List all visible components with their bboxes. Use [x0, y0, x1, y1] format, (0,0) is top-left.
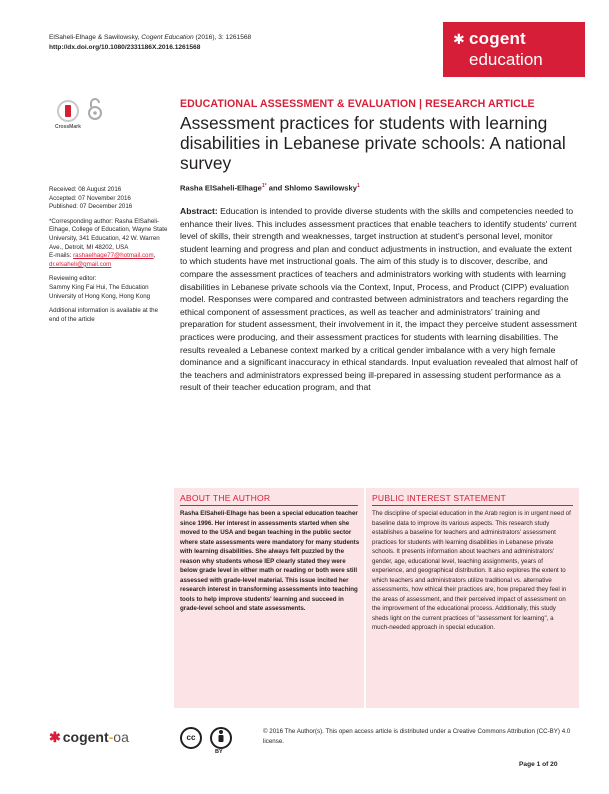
logo-dash: - [108, 729, 114, 745]
public-interest-text: The discipline of special education in the Arab region is in urgent need of baseline data to improve its various aspects. This research study establishes a baseline for teachers and administrators' assessment practices for students with learning disabilities in Lebanese private schools. It presents information about teachers and administrators' gender, age, educational level, teaching assignments, years of experience, and geographical distribution. It also explores the extent to which teachers and administrators utilize traditional vs. alternative assessments, how ethical their practices are, how prepared they feel in the areas of assessment, and their perceived impact of assessment on the improvement of the educational process. Additionally, this study sheds light on the current practices of "assessment for learning", a much-needed approach in special education. [372, 510, 571, 631]
brand-word-cogent: cogent [469, 29, 526, 48]
open-lock-icon [88, 98, 102, 126]
article-section-heading: EDUCATIONAL ASSESSMENT & EVALUATION | RESEARCH ARTICLE [180, 98, 535, 110]
crossmark-icon[interactable] [57, 100, 79, 122]
citation-authors: ElSaheli-Elhage & Sawilowsky, [49, 34, 142, 41]
author-1[interactable]: Rasha ElSaheli-Elhage [180, 183, 262, 193]
citation-line [49, 33, 251, 43]
creative-commons-icon[interactable]: cc [180, 727, 202, 749]
author-2-affiliation-mark: 1 [356, 183, 360, 189]
email-link-2[interactable]: dr.elsaheli@gmail.com [49, 260, 112, 268]
brand-word-education: education [469, 50, 543, 69]
author-list [180, 183, 360, 193]
received-date: Received: 08 August 2016 [49, 186, 122, 193]
abstract-text: Education is intended to provide diverse students with the skills and competencies needed to enhance their lives. This includes assessment practices that enable teachers to identify students' current level of skills, their strength and weaknesses, target instruction at student's personal level, monitor student learning and progress and plan and conduct adjustments in instruction, and evaluate the extent to which students have met instructional goals. The aim of this study is to discover, describe, and compare the assessment practices of teachers and administrators working with students with learning disabilities in Lebanese private schools via the Context, Input, Process, and Product (CIPP) evaluation model. Responses were compared and contrasted between administrators and teachers regarding the ethical component of assessment practices, as well as teacher and administrators' training and preparation for student assessment, their involvement in it, the impact they perceive student assessment practices were producing, and their assessment practices for students with learning disabilities. The results revealed a Lebanese context marked by a critical gender imbalance with a very high female dominance and a significant inaccuracy in ethical standards. Input evaluation revealed that almost half of the teachers and administrators expressed being ill-prepared in assessing student performance as a result of their teacher education program, and that [180, 206, 578, 393]
logo-oa: oa [113, 729, 129, 745]
author-conjunction: and [266, 183, 285, 193]
article-title: Assessment practices for students with learning disabilities in Lebanese private schools: A national survey [180, 113, 566, 173]
abstract [180, 205, 578, 394]
about-the-author-heading: ABOUT THE AUTHOR [180, 493, 271, 503]
about-the-author-box [174, 488, 364, 708]
cogent-oa-logo[interactable] [49, 729, 129, 746]
crossmark-label: CrossMark [55, 124, 81, 130]
about-the-author-text: Rasha ElSaheli-Elhage has been a special education teacher since 1996. Her interest in assessments started when she moved to the USA and began teaching in the public sector where state assessments were mandatory for many students with learning disabilities. She always felt puzzled by the reason why students whose IEP clearly stated they were below grade level in either math or reading or both were still assessed with grade-level material. This issue incited her research interest in transforming assessments into teaching tools to help improve students' learning and succeed in grade-level school and state assessments. [180, 510, 360, 612]
doi-link[interactable]: http://dx.doi.org/10.1080/2331186X.2016.1261568 [49, 44, 201, 51]
accepted-date: Accepted: 07 November 2016 [49, 194, 131, 202]
author-2[interactable]: Shlomo Sawilowsky [284, 183, 357, 193]
licence-statement: © 2016 The Author(s). This open access article is distributed under a Creative Commons Attribution (CC-BY) 4.0 license. [263, 728, 571, 745]
journal-brand-logo[interactable] [443, 22, 585, 77]
abstract-label: Abstract: [180, 206, 218, 216]
page-number: Page 1 of 20 [519, 761, 558, 768]
heading-divider [180, 505, 358, 506]
published-date: Published: 07 December 2016 [49, 203, 133, 211]
author-1-affiliation-mark: 1* [261, 183, 267, 189]
logo-word: cogent [62, 729, 109, 745]
additional-info-note: Additional information is available at the end of the article [49, 307, 159, 323]
cogent-star-icon: ✱ [49, 729, 61, 745]
attribution-label: BY [215, 749, 223, 755]
email-link-1[interactable]: rashaelhage77@hotmail.com [73, 252, 154, 260]
citation-volume: (2016), 3: 1261568 [193, 34, 252, 41]
email-separator: , [153, 252, 156, 260]
article-metadata-sidebar [49, 186, 169, 330]
email-label: E-mails: [49, 252, 74, 260]
cogent-star-icon: ✱ [453, 31, 465, 47]
reviewing-editor: Sammy King Fai Hui, The Education University of Hong Kong, Hong Kong [49, 283, 151, 300]
corresponding-author: *Corresponding author: Rasha ElSaheli-Elhage, College of Education, Wayne State University, 341 Education, 42 W. Warren Ave., Detroit, MI 48202, USA [49, 217, 168, 251]
heading-divider [372, 505, 573, 506]
public-interest-heading: PUBLIC INTEREST STATEMENT [372, 493, 506, 503]
reviewing-editor-label: Reviewing editor: [49, 275, 97, 283]
citation-journal: Cogent Education [141, 34, 194, 41]
attribution-person-icon[interactable] [210, 727, 232, 749]
public-interest-box [366, 488, 579, 708]
